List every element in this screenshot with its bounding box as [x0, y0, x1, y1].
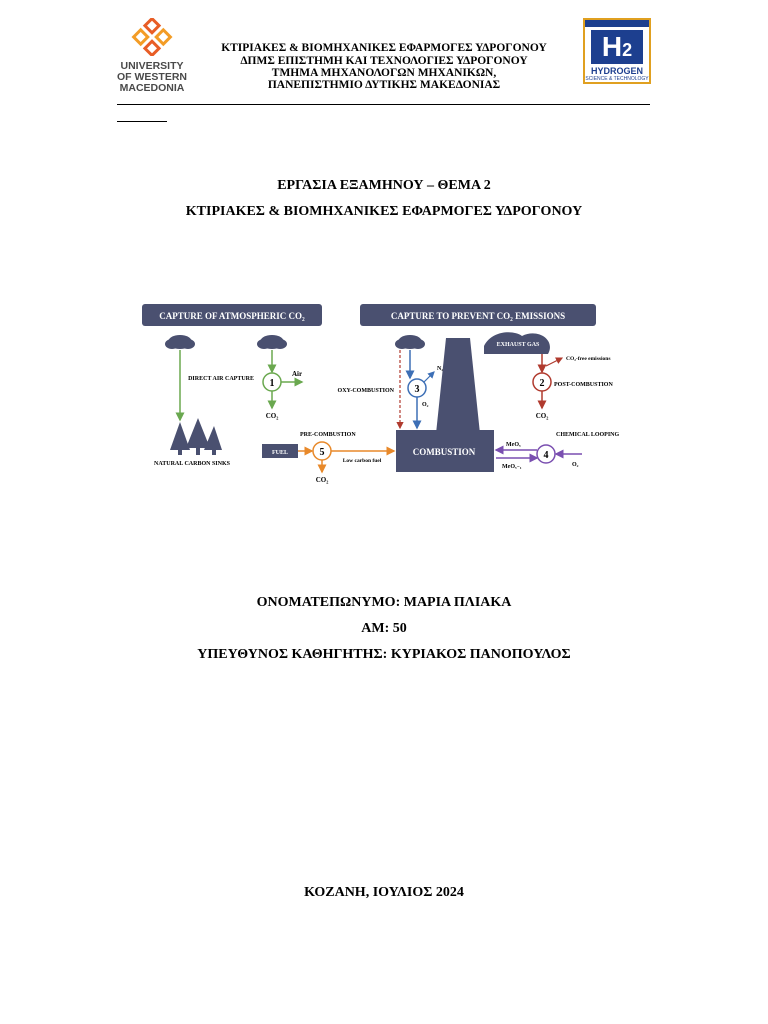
h2-logo-tagline: SCIENCE & TECHNOLOGY	[585, 76, 649, 82]
header-line-1: ΚΤΙΡΙΑΚΕΣ & ΒΙΟΜΗΧΑΝΙΚΕΣ ΕΦΑΡΜΟΓΕΣ ΥΔΡΟΓΟΝΟΥ	[221, 42, 547, 54]
node-4-label: CHEMICAL LOOPING	[556, 432, 620, 438]
header-divider	[117, 104, 650, 105]
cloud-icon	[165, 335, 195, 349]
carbon-capture-diagram	[142, 300, 622, 490]
node-5-number: 5	[319, 447, 325, 458]
cloud-icon	[395, 335, 425, 349]
header-line-2: ΔΠΜΣ ΕΠΙΣΤΗΜΗ ΚΑΙ ΤΕΧΝΟΛΟΓΙΕΣ ΥΔΡΟΓΟΝΟΥ	[240, 55, 528, 67]
node-2-label: POST-COMBUSTION	[554, 382, 613, 388]
author-name: ΟΝΟΜΑΤΕΠΩΝΥΜΟ: ΜΑΡΙΑ ΠΛΙΑΚΑ	[256, 595, 512, 610]
exhaust-gas-label: EXHAUST GAS	[496, 342, 540, 348]
co2-label-node-2: CO₂	[535, 412, 549, 420]
cloud-icon	[257, 335, 287, 349]
h2-hydrogen-logo	[583, 18, 651, 84]
combustion-label: COMBUSTION	[412, 447, 476, 457]
co2-label-node-1: CO₂	[265, 412, 279, 420]
node-4-number: 4	[543, 450, 549, 461]
header-line-3: ΤΜΗΜΑ ΜΗΧΑΝΟΛΟΓΩΝ ΜΗΧΑΝΙΚΩΝ,	[271, 67, 497, 79]
node-1-number: 1	[269, 378, 275, 389]
header-line-4: ΠΑΝΕΠΙΣΤΗΜΙΟ ΔΥΤΙΚΗΣ ΜΑΚΕΔΟΝΙΑΣ	[267, 79, 501, 91]
n2-label: N₂	[437, 366, 444, 372]
student-id: ΑΜ: 50	[361, 621, 407, 636]
banner-right-text: CAPTURE TO PREVENT CO₂ EMISSIONS	[390, 311, 566, 321]
fuel-label: FUEL	[271, 450, 289, 456]
h2-symbol: H	[601, 31, 623, 62]
meox-1-label: MeOₓ₋₁	[502, 464, 522, 470]
university-name-line-2: OF WESTERN	[117, 71, 187, 83]
university-name-line-3: MACEDONIA	[119, 82, 185, 94]
node-3-label: OXY-COMBUSTION	[337, 388, 394, 394]
banner-left-text: CAPTURE OF ATMOSPHERIC CO₂	[159, 311, 305, 321]
o2-label-node-3: O₂	[422, 402, 429, 408]
trees-icon	[170, 418, 222, 455]
supervisor-name: ΥΠΕΥΘΥΝΟΣ ΚΑΘΗΓΗΤΗΣ: ΚΥΡΙΑΚΟΣ ΠΑΝΟΠΟΥΛΟΣ	[197, 647, 571, 662]
document-title-line-2: ΚΤΙΡΙΑΚΕΣ & ΒΙΟΜΗΧΑΝΙΚΕΣ ΕΦΑΡΜΟΓΕΣ ΥΔΡΟΓΟΝΟΥ	[185, 204, 583, 219]
natural-sinks-label: NATURAL CARBON SINKS	[154, 461, 230, 467]
air-label: Air	[292, 370, 303, 378]
header-divider-tail	[117, 121, 167, 122]
h2-logo-word: HYDROGEN	[590, 66, 643, 76]
meox-label: MeOₓ	[506, 442, 521, 448]
co2-free-label: CO₂-free emissions	[566, 356, 611, 362]
o2-label-node-4: O₂	[572, 462, 579, 468]
node-5-label: PRE-COMBUSTION	[300, 432, 356, 438]
node-2-number: 2	[539, 378, 545, 389]
node-1-label: DIRECT AIR CAPTURE	[188, 376, 254, 382]
node-3-number: 3	[414, 384, 420, 395]
h2-subscript: 2	[622, 40, 633, 60]
low-carbon-fuel-label: Low carbon fuel	[342, 458, 382, 464]
place-date: ΚΟΖΑΝΗ, ΙΟΥΛΙΟΣ 2024	[304, 885, 464, 900]
university-name-line-1: UNIVERSITY	[120, 60, 184, 72]
co2-label-node-5: CO₂	[315, 476, 329, 484]
document-title-line-1: ΕΡΓΑΣΙΑ ΕΞΑΜΗΝΟΥ – ΘΕΜΑ 2	[277, 178, 491, 193]
